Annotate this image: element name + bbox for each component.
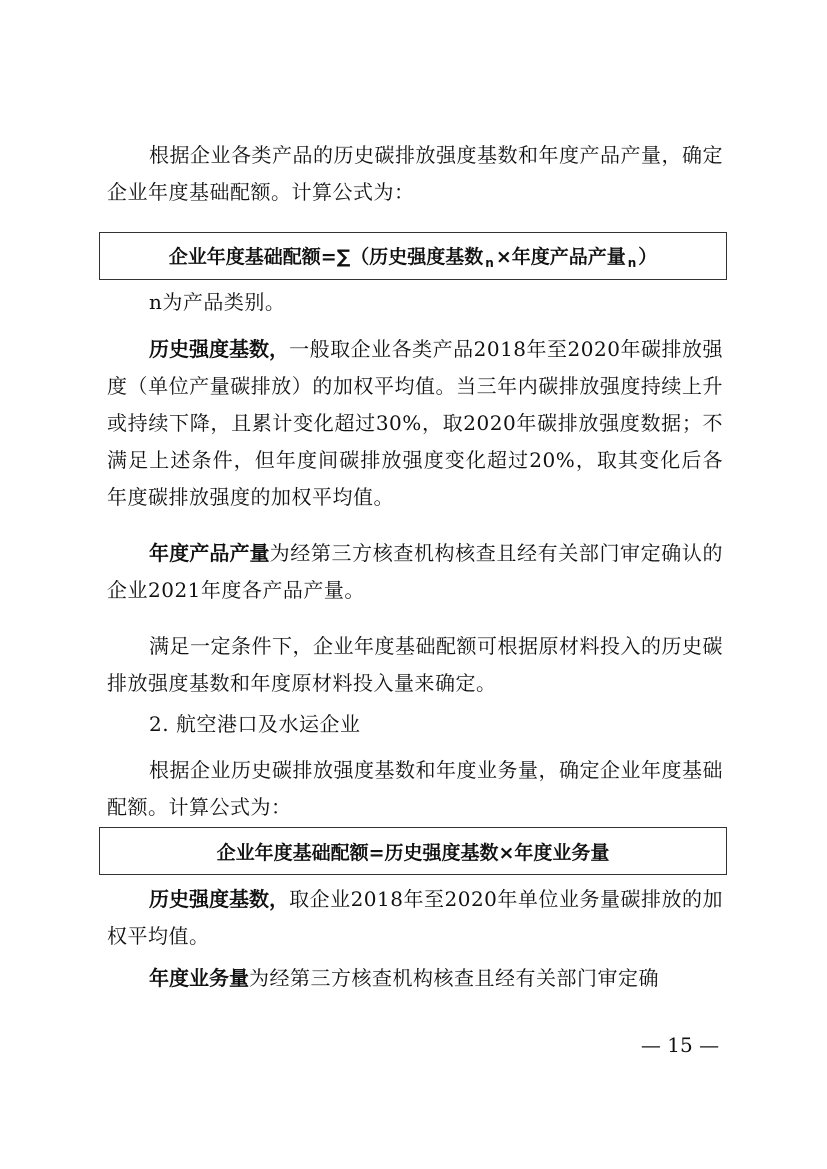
term-annual-business: 年度业务量 (149, 966, 249, 990)
paragraph-annual-business: 年度业务量为经第三方核查机构核查且经有关部门审定确 (149, 966, 659, 990)
paragraph-annual-output: 年度产品产量为经第三方核查机构核查且经有关部门审定确认的企业2021年度各产品产量。 (107, 541, 724, 602)
term-annual-output: 年度产品产量 (149, 541, 270, 565)
formula-text: 企业年度基础配额=∑（历史强度基数 $_n$ ×年度产品产量 $_n$ ） (168, 246, 658, 270)
term-historical-intensity: 历史强度基数， (149, 337, 290, 361)
paragraph-raw-material: 满足一定条件下，企业年度基础配额可根据原材料投入的历史碳排放强度基数和年度原材料投入量来确定。 (107, 634, 723, 695)
section-heading-aviation: 2. 航空港口及水运企业 (149, 712, 361, 736)
page-number: — 15 — (640, 1033, 720, 1057)
paragraph-aviation-intro: 根据企业历史碳排放强度基数和年度业务量，确定企业年度基础配额。计算公式为： (107, 758, 723, 819)
formula-box-business (99, 827, 727, 875)
formula-box-product (99, 232, 727, 280)
formula-text: 企业年度基础配额=历史强度基数×年度业务量 (216, 841, 610, 864)
term-historical-intensity: 历史强度基数， (149, 887, 290, 911)
paragraph-intro-formula: 根据企业各类产品的历史碳排放强度基数和年度产品产量，确定企业年度基础配额。计算公式为： (107, 143, 723, 204)
paragraph-historical-intensity-aviation: 历史强度基数，取企业2018年至2020年单位业务量碳排放的加权平均值。 (107, 887, 724, 948)
paragraph-n-definition: n为产品类别。 (149, 290, 286, 314)
paragraph-historical-intensity: 历史强度基数，一般取企业各类产品2018年至2020年碳排放强度（单位产量碳排放）的加权平均值。当三年内碳排放强度持续上升或持续下降，且累计变化超过30%，取2020年碳排放强度数据；不满足上述条件，但年度间碳排放强度变化超过20%，取其变化后各年度碳排放强度的加权平均值。 (107, 337, 724, 509)
